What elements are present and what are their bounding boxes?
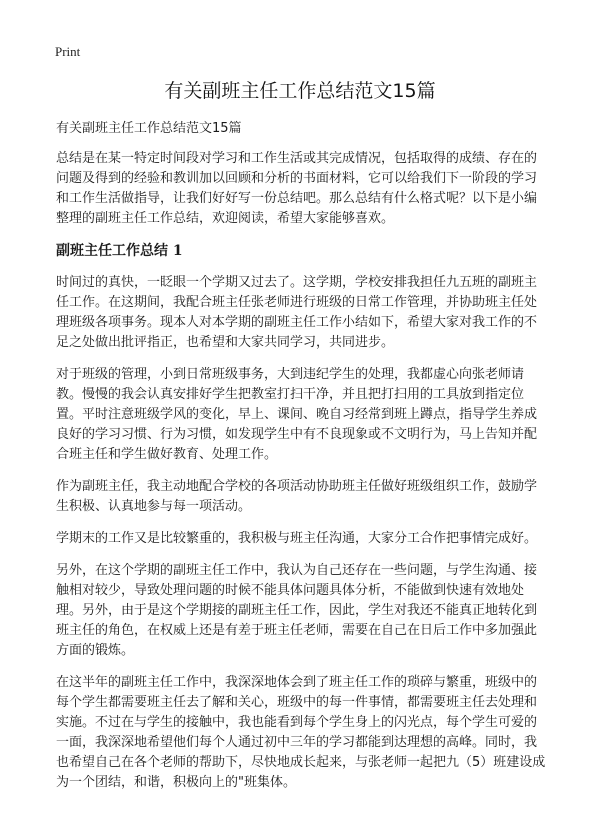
body-paragraph-1: 时间过的真快，一眨眼一个学期又过去了。这学期，学校安排我担任九五班的副班主任工作。在这期间，我配合班主任张老师进行班级的日常工作管理，并协助班主任处理班级各项事务。现本人对本学期的副班主任工作小结如下，希望大家对我工作的不足之处做出批评指正，也希望和大家共同学习，共同进步。 — [56, 275, 538, 350]
article-subtitle: 有关副班主任工作总结范文15篇 — [56, 121, 242, 136]
body-paragraph-4: 学期末的工作又是比较繁重的，我积极与班主任沟通，大家分工合作把事情完成好。 — [56, 531, 538, 546]
body-paragraph-3: 作为副班主任，我主动地配合学校的各项活动协助班主任做好班级组织工作，鼓励学生积极、认真地参与每一项活动。 — [56, 479, 538, 514]
body-paragraph-5: 另外，在这个学期的副班主任工作中，我认为自己还存在一些问题，与学生沟通、接触相对较少，导致处理问题的时候不能具体问题具体分析，不能做到快速有效地处理。另外，由于是这个学期接的副班主任工作，因此，学生对我还不能真正地转化到班主任的角色，在权威上还是有差于班主任老师，需要在自己在日后工作中多加强此方面的锻炼。 — [56, 563, 538, 658]
article-body — [56, 119, 548, 805]
print-link[interactable]: Print — [55, 44, 81, 59]
body-paragraph-2: 对于班级的管理，小到日常班级事务，大到违纪学生的处理，我都虚心向张老师请教。慢慢的我会认真安排好学生把教室打扫干净，并且把打扫用的工具放到指定位置。平时注意班级学风的变化，早上、课间、晚自习经常到班上蹲点，指导学生养成良好的学习习惯、行为习惯，如发现学生中有不良现象或不文明行为，马上告知并配合班主任和学生做好教育、处理工作。 — [56, 367, 538, 462]
body-paragraph-6: 在这半年的副班主任工作中，我深深地体会到了班主任工作的琐碎与繁重，班级中的每个学生都需要班主任去了解和关心，班级中的每一件事情，都需要班主任去处理和实施。不过在与学生的接触中，我也能看到每个学生身上的闪光点，每个学生可爱的一面，我深深地希望他们每个人通过初中三年的学习都能到达理想的高峰。同时，我也希望自己在各个老师的帮助下，尽快地成长起来，与张老师一起把九（5）班建设成为一个团结，和谐，积极向上的"班集体。 — [56, 675, 546, 790]
intro-paragraph: 总结是在某一特定时间段对学习和工作生活或其完成情况，包括取得的成绩、存在的问题及得到的经验和教训加以回顾和分析的书面材料，它可以给我们下一阶段的学习和工作生活做指导，让我们好好写一份总结吧。那么总结有什么格式呢？以下是小编整理的副班主任工作总结，欢迎阅读，希望大家能够喜欢。 — [56, 151, 538, 226]
section-heading: 副班主任工作总结 1 — [56, 243, 183, 259]
page-title: 有关副班主任工作总结范文15篇 — [164, 80, 436, 102]
